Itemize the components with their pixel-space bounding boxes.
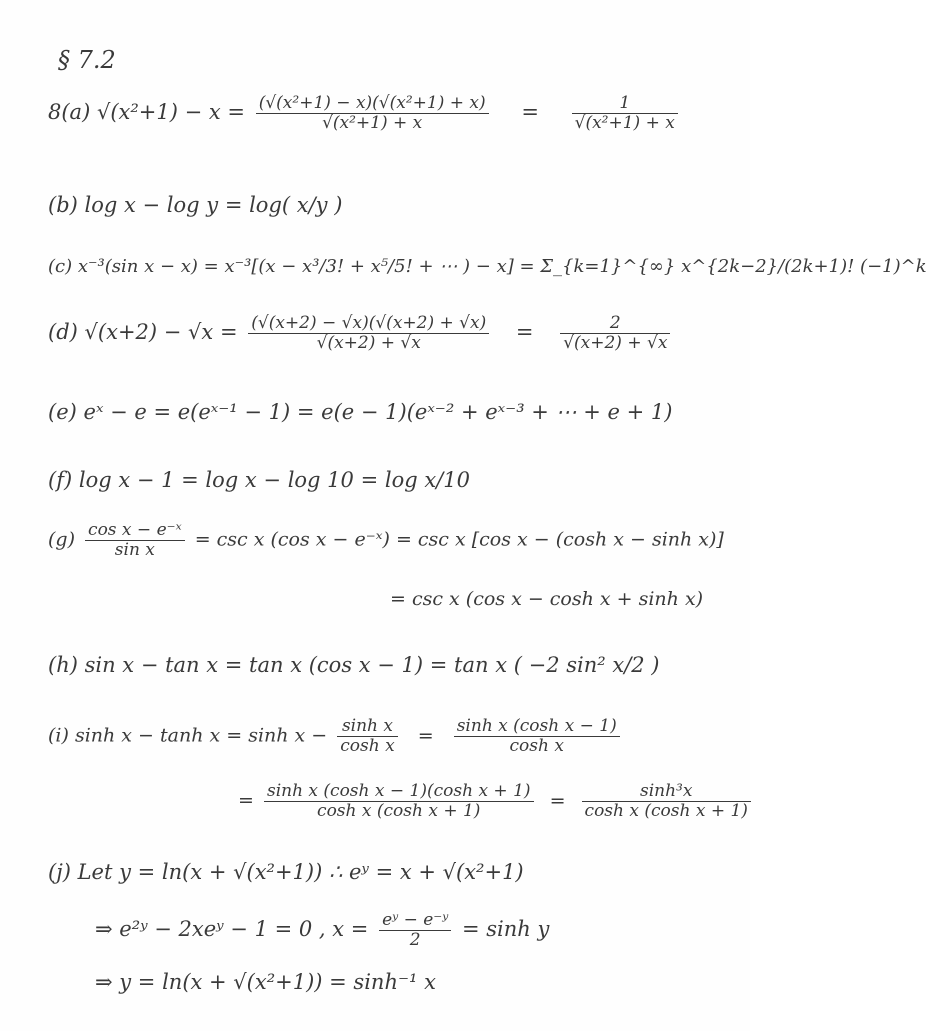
problem-i-fraction-1 — [337, 718, 397, 755]
problem-a-fraction-2 — [572, 95, 678, 132]
problem-i-fraction-3 — [264, 783, 534, 820]
fraction-denominator: sin x — [114, 540, 155, 560]
problem-c — [48, 258, 927, 276]
problem-f-text: log x − 1 = log x − log 10 = log x/10 — [78, 468, 470, 492]
problem-j-text-2a: ⇒ e²ʸ − 2xeʸ − 1 = 0 , x = — [95, 917, 369, 941]
section-header: § 7.2 — [58, 46, 116, 74]
problem-j-line-1 — [48, 862, 524, 883]
problem-g-fraction — [85, 522, 185, 559]
fraction-numerator: sinh x (cosh x − 1)(cosh x + 1) — [266, 781, 531, 801]
fraction-denominator: √(x²+1) + x — [322, 113, 423, 133]
fraction-denominator: √(x²+1) + x — [574, 113, 675, 133]
fraction-numerator: cos x − e⁻ˣ — [88, 520, 182, 540]
equals-sign: = — [549, 789, 566, 812]
problem-i-lhs: sinh x − tanh x = sinh x − — [74, 724, 328, 747]
fraction-denominator: 2 — [409, 930, 421, 950]
problem-a-fraction-1 — [256, 95, 489, 132]
problem-d-label: (d) — [48, 320, 78, 344]
equals-sign: = — [515, 320, 534, 344]
problem-j-line-2 — [95, 912, 549, 949]
fraction-numerator: sinh³x — [640, 781, 693, 801]
fraction-denominator: cosh x — [340, 736, 395, 756]
problem-j-text-1: Let y = ln(x + √(x²+1)) ∴ eʸ = x + √(x²+1) — [77, 860, 524, 884]
problem-h-text: sin x − tan x = tan x (cos x − 1) = tan x ( −2 sin² x/2 ) — [84, 653, 660, 677]
problem-j-line-3: ⇒ y = ln(x + √(x²+1)) = sinh⁻¹ x — [95, 970, 436, 994]
problem-g-continuation: = csc x (cos x − cosh x + sinh x) — [390, 588, 704, 610]
problem-b — [48, 195, 342, 216]
problem-d-lhs: √(x+2) − √x = — [84, 320, 238, 344]
problem-i-continuation — [238, 783, 755, 820]
fraction-numerator: (√(x²+1) − x)(√(x²+1) + x) — [258, 93, 486, 113]
problem-b-text: log x − log y = log( x/y ) — [84, 193, 343, 217]
fraction-numerator: 1 — [619, 93, 631, 113]
fraction-numerator: eʸ − e⁻ʸ — [382, 910, 449, 930]
fraction-denominator: cosh x — [509, 736, 564, 756]
fraction-denominator: cosh x (cosh x + 1) — [584, 801, 748, 821]
equals-sign: = — [417, 724, 434, 747]
problem-d-fraction-2 — [560, 315, 670, 352]
problem-i — [48, 718, 624, 755]
problem-d — [48, 315, 674, 352]
problem-a-label: 8(a) — [48, 100, 91, 124]
problem-f — [48, 470, 470, 491]
problem-i-fraction-4 — [582, 783, 751, 820]
fraction-numerator: (√(x+2) − √x)(√(x+2) + √x) — [251, 313, 487, 333]
problem-h-label: (h) — [48, 653, 78, 677]
problem-e-label: (e) — [48, 400, 77, 424]
problem-a-lhs: √(x²+1) − x = — [96, 100, 246, 124]
problem-j-text-2b: = sinh y — [462, 917, 550, 941]
problem-g — [48, 522, 724, 559]
problem-j-label: (j) — [48, 860, 71, 884]
fraction-numerator: 2 — [609, 313, 621, 333]
fraction-numerator: sinh x (cosh x − 1) — [456, 716, 617, 736]
problem-j-fraction — [379, 912, 451, 949]
problem-c-text: x⁻³(sin x − x) = x⁻³[(x − x³/3! + x⁵/5! + ⋯ ) − x] = Σ_{k=1}^{∞} x^{2k−2}/(2k+1)! (−1)^k — [77, 256, 927, 277]
equals-sign: = — [238, 789, 254, 812]
fraction-denominator: √(x+2) + √x — [316, 333, 421, 353]
problem-h — [48, 655, 660, 676]
problem-g-rhs: = csc x (cos x − e⁻ˣ) = csc x [cos x − (cosh x − sinh x)] — [194, 528, 724, 551]
problem-d-fraction-1 — [248, 315, 489, 352]
problem-e-text: eˣ − e = e(eˣ⁻¹ − 1) = e(e − 1)(eˣ⁻² + eˣ⁻³ + ⋯ + e + 1) — [83, 400, 673, 424]
problem-a — [48, 95, 682, 132]
fraction-denominator: √(x+2) + √x — [563, 333, 668, 353]
problem-i-label: (i) — [48, 724, 69, 747]
problem-e — [48, 402, 672, 423]
problem-f-label: (f) — [48, 468, 73, 492]
problem-g-label: (g) — [48, 528, 75, 551]
problem-b-label: (b) — [48, 193, 78, 217]
fraction-denominator: cosh x (cosh x + 1) — [317, 801, 481, 821]
problem-c-label: (c) — [48, 256, 73, 277]
equals-sign: = — [521, 100, 539, 124]
fraction-numerator: sinh x — [341, 716, 393, 736]
problem-i-fraction-2 — [454, 718, 620, 755]
